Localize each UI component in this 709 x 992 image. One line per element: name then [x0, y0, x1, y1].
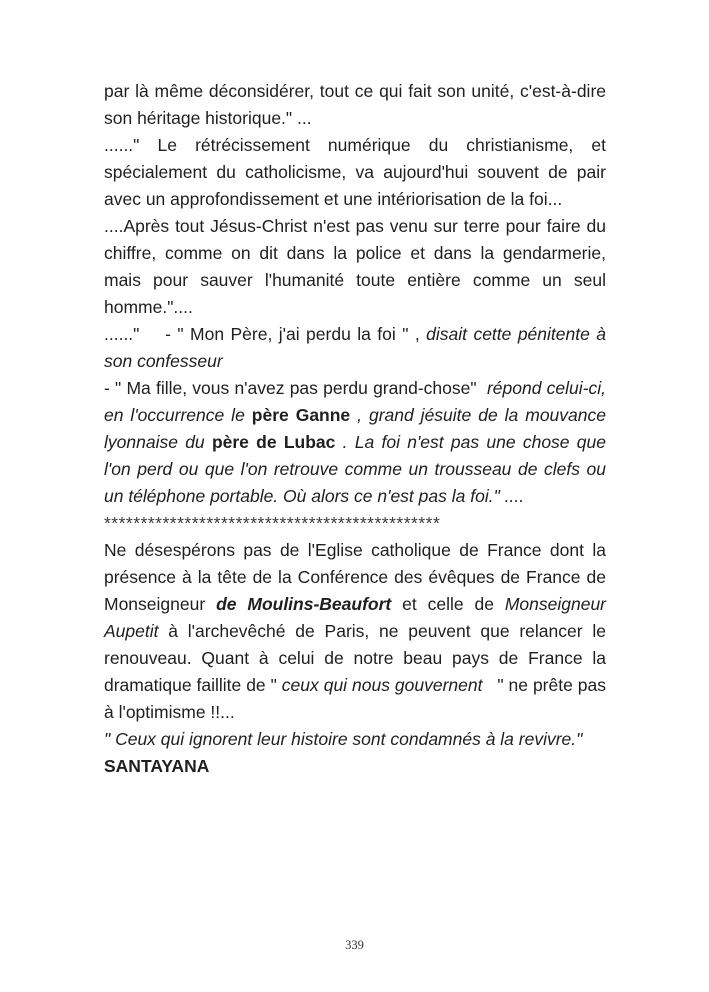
text-segment: de Moulins-Beaufort [216, 594, 392, 614]
text-segment: père Ganne [251, 405, 351, 425]
page-number: 339 [345, 938, 364, 952]
text-segment: Ne désespérons pas de l'Eglise catholique de France dont la présence à la tête de la Conférence des évêques de France de Monseigneur [104, 540, 606, 614]
text-segment: répond celui-ci, en l'occurrence le [104, 378, 606, 425]
text-block [104, 78, 606, 780]
text-segment: ....Après tout Jésus-Christ n'est pas venu sur terre pour faire du chiffre, comme on dit dans la police et dans la gendarmerie, mais pour sauver l'humanité toute entière comme un seul homme.".... [104, 216, 606, 317]
text-segment: ceux qui nous gouvernent [281, 675, 483, 695]
text-segment: à l'archevêché de Paris, ne peuvent que relancer le renouveau. Quant à celui de notre beau pays de France la dramatique faillite de " [104, 621, 606, 695]
text-segment: - " Ma fille, vous n'avez pas perdu grand-chose" [104, 378, 487, 398]
paragraph-3 [104, 213, 606, 321]
paragraph-8 [104, 753, 606, 780]
text-segment: ********************************************** [104, 513, 441, 533]
text-segment: père de Lubac [211, 432, 336, 452]
paragraph-1 [104, 78, 606, 132]
text-segment: Monseigneur Aupetit [104, 594, 606, 641]
text-segment: SANTAYANA [104, 756, 210, 776]
text-segment: ......" Le rétrécissement numérique du christianisme, et spécialement du catholicisme, va aujourd'hui souvent de pair avec un approfondissement et une intériorisation de la foi... [104, 135, 606, 209]
text-segment: " Ceux qui ignorent leur histoire sont condamnés à la revivre." [104, 729, 583, 749]
text-segment: , grand jésuite de la mouvance lyonnaise du [104, 405, 606, 452]
text-segment: disait cette pénitente à son confesseur [104, 324, 606, 371]
paragraph-4 [104, 321, 606, 375]
text-segment: ......" - " Mon Père, j'ai perdu la foi " , [104, 324, 427, 344]
text-segment: par là même déconsidérer, tout ce qui fait son unité, c'est-à-dire son héritage historique." ... [104, 81, 606, 128]
separator-stars [104, 510, 606, 537]
paragraph-6 [104, 537, 606, 726]
paragraph-2 [104, 132, 606, 213]
text-segment: . La foi n'est pas une chose que l'on perd ou que l'on retrouve comme un trousseau de clefs ou un téléphone portable. Où alors ce n'est pas la foi." .... [104, 432, 607, 506]
paragraph-7 [104, 726, 606, 753]
text-segment: " ne prête pas à l'optimisme !!... [104, 675, 607, 722]
paragraph-5 [104, 375, 606, 510]
text-segment: et celle de [391, 594, 505, 614]
